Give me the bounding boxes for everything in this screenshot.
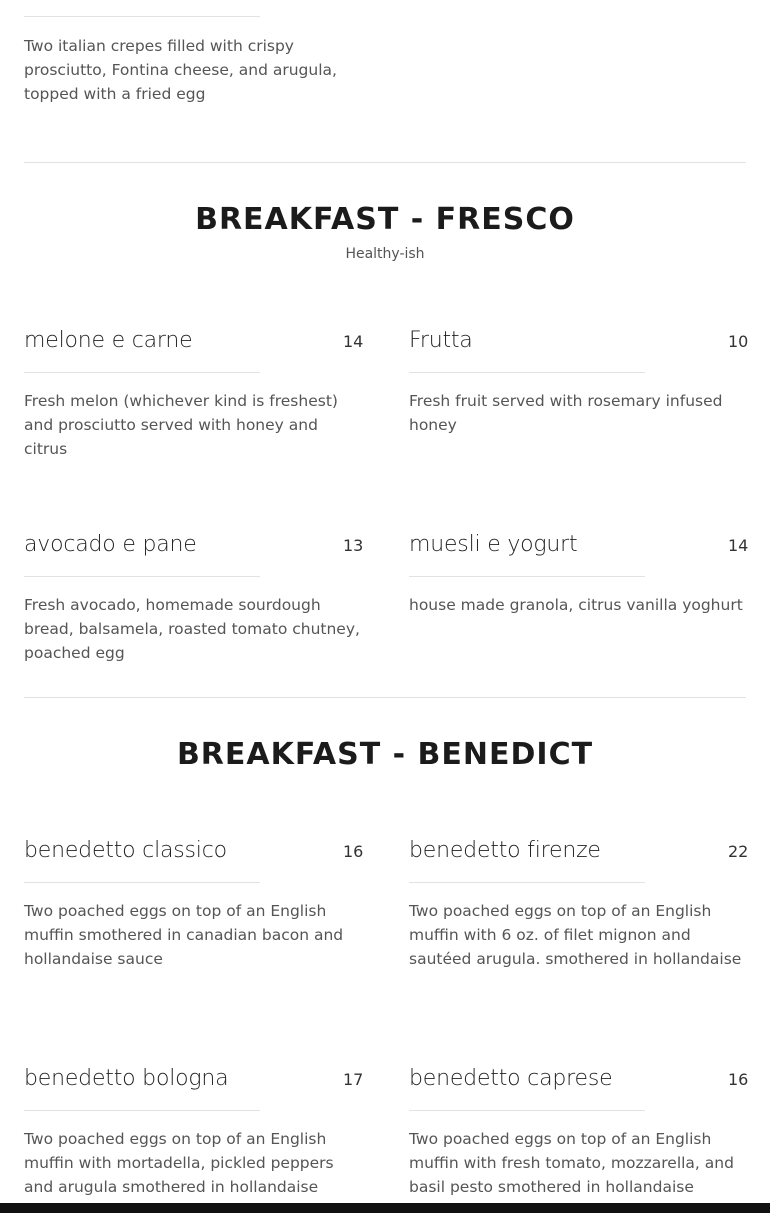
menu-item-price: 16 xyxy=(728,1070,749,1089)
item-divider xyxy=(409,1110,645,1111)
section-divider xyxy=(24,162,746,163)
menu-item-description: Two poached eggs on top of an English muffin with fresh tomato, mozzarella, and basil pesto smothered in hollandaise xyxy=(409,1130,734,1196)
item-divider xyxy=(24,882,260,883)
menu-item-name: melone e carne xyxy=(24,328,193,353)
menu-item-description: Two poached eggs on top of an English muffin smothered in canadian bacon and hollandaise sauce xyxy=(24,902,344,968)
bottom-bar xyxy=(0,1203,770,1213)
section-divider xyxy=(24,697,746,698)
menu-item-name: benedetto caprese xyxy=(409,1066,613,1091)
item-divider xyxy=(409,576,645,577)
menu-item-price: 14 xyxy=(728,536,749,555)
menu-item-description: Fresh fruit served with rosemary infused honey xyxy=(409,392,723,434)
menu-item-name: muesli e yogurt xyxy=(409,532,578,557)
item-divider xyxy=(24,1110,260,1111)
menu-item-name: benedetto firenze xyxy=(409,838,601,863)
menu-item-description: Fresh melon (whichever kind is freshest) and prosciutto served with honey and citrus xyxy=(24,392,338,458)
menu-item-name: benedetto bologna xyxy=(24,1066,229,1091)
menu-item-price: 17 xyxy=(343,1070,364,1089)
item-divider xyxy=(24,16,260,17)
menu-item-name: avocado e pane xyxy=(24,532,197,557)
menu-item-price: 14 xyxy=(343,332,364,351)
menu-item-description: house made granola, citrus vanilla yoghurt xyxy=(409,596,743,614)
section-subtitle-fresco: Healthy-ish xyxy=(345,246,425,262)
menu-item-price: 16 xyxy=(343,842,364,861)
section-title-fresco: BREAKFAST - FRESCO xyxy=(195,202,575,237)
menu-item-name: Frutta xyxy=(409,328,473,353)
item-divider xyxy=(24,372,260,373)
item-divider xyxy=(409,372,645,373)
section-title-benedict: BREAKFAST - BENEDICT xyxy=(176,737,594,772)
menu-item-price: 10 xyxy=(728,332,749,351)
item-divider xyxy=(24,576,260,577)
item-divider xyxy=(409,882,645,883)
menu-item-price: 13 xyxy=(343,536,364,555)
menu-item-description: Two poached eggs on top of an English muffin with mortadella, pickled peppers and arugula smothered in hollandaise xyxy=(24,1130,334,1196)
menu-item-price: 22 xyxy=(728,842,749,861)
item-description: Two italian crepes filled with crispy prosciutto, Fontina cheese, and arugula, topped with a fried egg xyxy=(24,37,337,103)
menu-item-name: benedetto classico xyxy=(24,838,227,863)
menu-item-description: Two poached eggs on top of an English muffin with 6 oz. of filet mignon and sautéed arugula. smothered in hollandaise xyxy=(409,902,742,968)
menu-item-description: Fresh avocado, homemade sourdough bread, balsamela, roasted tomato chutney, poached egg xyxy=(24,596,360,662)
